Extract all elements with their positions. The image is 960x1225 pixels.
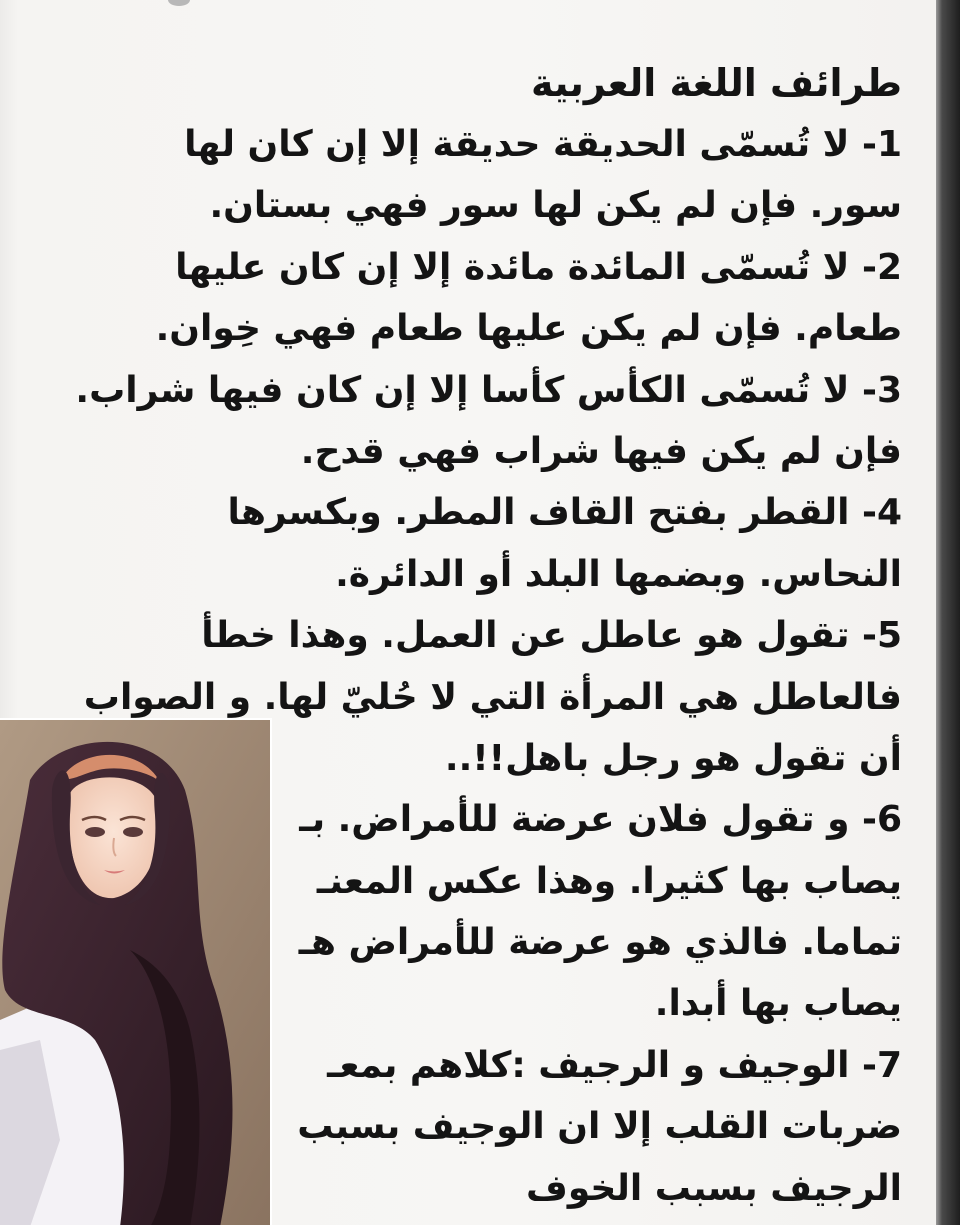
text-line-4: طعام. فإن لم يكن عليها طعام فهي خِوان.	[155, 308, 902, 350]
right-eye	[123, 827, 143, 837]
text-line-18: الرجيف بسبب الخوف	[526, 1167, 902, 1209]
text-line-8: النحاس. وبضمها البلد أو الدائرة.	[335, 553, 902, 595]
page-edge-shadow	[936, 0, 960, 1225]
text-line-7: 4- القطر بفتح القاف المطر. وبكسرها	[227, 492, 902, 534]
text-line-16: 7- الوجيف و الرجيف :كلاهم بمعـ	[327, 1044, 902, 1086]
text-line-13: يصاب بها كثيرا. وهذا عكس المعنـ	[316, 860, 902, 902]
text-line-12: 6- و تقول فلان عرضة للأمراض. بـ	[299, 799, 902, 841]
text-line-11: أن تقول هو رجل باهل!!..	[444, 737, 902, 779]
text-line-17: ضربات القلب إلا ان الوجيف بسبب	[297, 1106, 902, 1148]
text-line-5: 3- لا تُسمّى الكأس كأسا إلا إن كان فيها شراب.	[75, 369, 902, 411]
text-line-10: فالعاطل هي المرأة التي لا حُليّ لها. و الصواب	[83, 676, 902, 718]
text-line-1: 1- لا تُسمّى الحديقة حديقة إلا إن كان لها	[184, 124, 902, 165]
text-line-14: تماما. فالذي هو عرضة للأمراض هـ	[298, 922, 902, 964]
text-line-3: 2- لا تُسمّى المائدة مائدة إلا إن كان عليها	[175, 246, 902, 288]
text-line-6: فإن لم يكن فيها شراب فهي قدح.	[300, 430, 902, 472]
portrait-illustration	[0, 718, 272, 1225]
left-eye	[85, 827, 105, 837]
text-line-15: يصاب بها أبدا.	[654, 983, 902, 1025]
text-line-9: 5- تقول هو عاطل عن العمل. وهذا خطأ	[201, 615, 902, 657]
text-line-2: سور. فإن لم يكن لها سور فهي بستان.	[209, 185, 902, 227]
article-title: طرائف اللغة العربية	[531, 61, 902, 105]
